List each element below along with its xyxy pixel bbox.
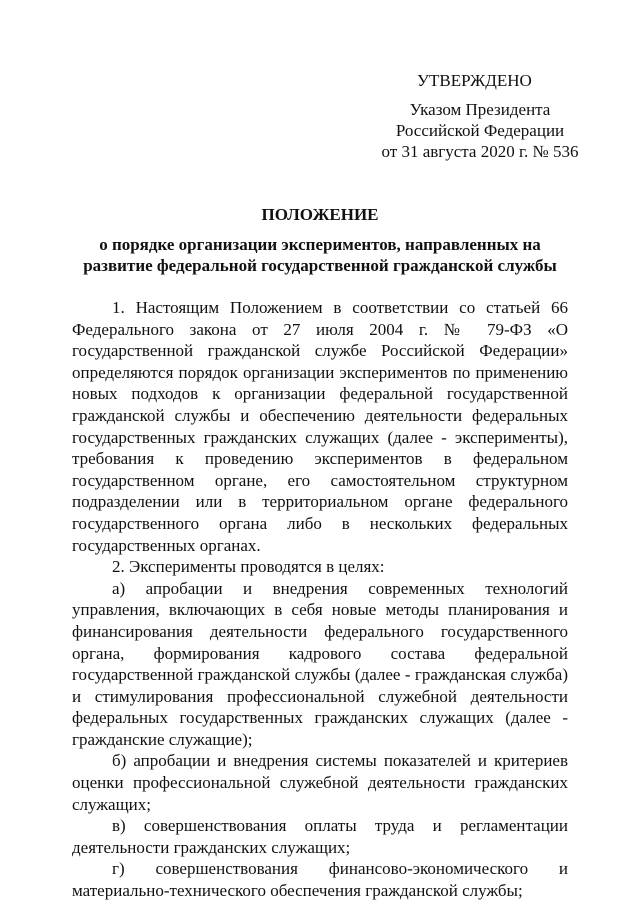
paragraph-2v: в) совершенствования оплаты труда и регламентации деятельности гражданских служащих; bbox=[72, 816, 568, 857]
paragraph-2: 2. Эксперименты проводятся в целях: bbox=[112, 557, 385, 577]
approval-date-number: от 31 августа 2020 г. № 536 bbox=[381, 142, 579, 161]
document-title: ПОЛОЖЕНИЕ bbox=[261, 205, 379, 224]
document-subtitle: о порядке организации экспериментов, направленных на развитие федеральной государственной гражданской службы bbox=[83, 235, 557, 275]
paragraph-2g: г) совершенствования финансово-экономического и материально-технического обеспечения гражданской службы; bbox=[72, 859, 568, 901]
approval-stamp: УТВЕРЖДЕНО bbox=[417, 71, 532, 90]
approval-country: Российской Федерации bbox=[395, 121, 565, 140]
document-body bbox=[72, 297, 568, 902]
paragraph-2b: б) апробации и внедрения системы показателей и критериев оценки профессиональной служебной деятельности гражданских служащих; bbox=[72, 751, 568, 814]
paragraph-1: 1. Настоящим Положением в соответствии со статьей 66 Федерального закона от 27 июля 2004 г. № 79-ФЗ «О государственной гражданской службе Российской Федерации» определяются порядок организации экспериментов по применению новых подходов к организации федеральной государственной гражданской службы и обеспечению деятельности федеральных государственных гражданских служащих (далее - эксперименты), требования к проведению экспериментов в федеральном государственном органе, его самостоятельном структурном подразделении или в территориальном органе федерального государственного органа либо в нескольких федеральных государственных органах. bbox=[72, 298, 568, 555]
paragraph-2a: а) апробации и внедрения современных технологий управления, включающих в себя новые методы планирования и финансирования деятельности федерального государственного органа, формирования кадрового состава федеральной государственной гражданской службы (далее - гражданская служба) и стимулирования профессиональной служебной деятельности федеральных государственных гражданских служащих (далее - гражданские служащие); bbox=[72, 578, 568, 749]
approval-issuer: Указом Президента bbox=[409, 100, 551, 119]
